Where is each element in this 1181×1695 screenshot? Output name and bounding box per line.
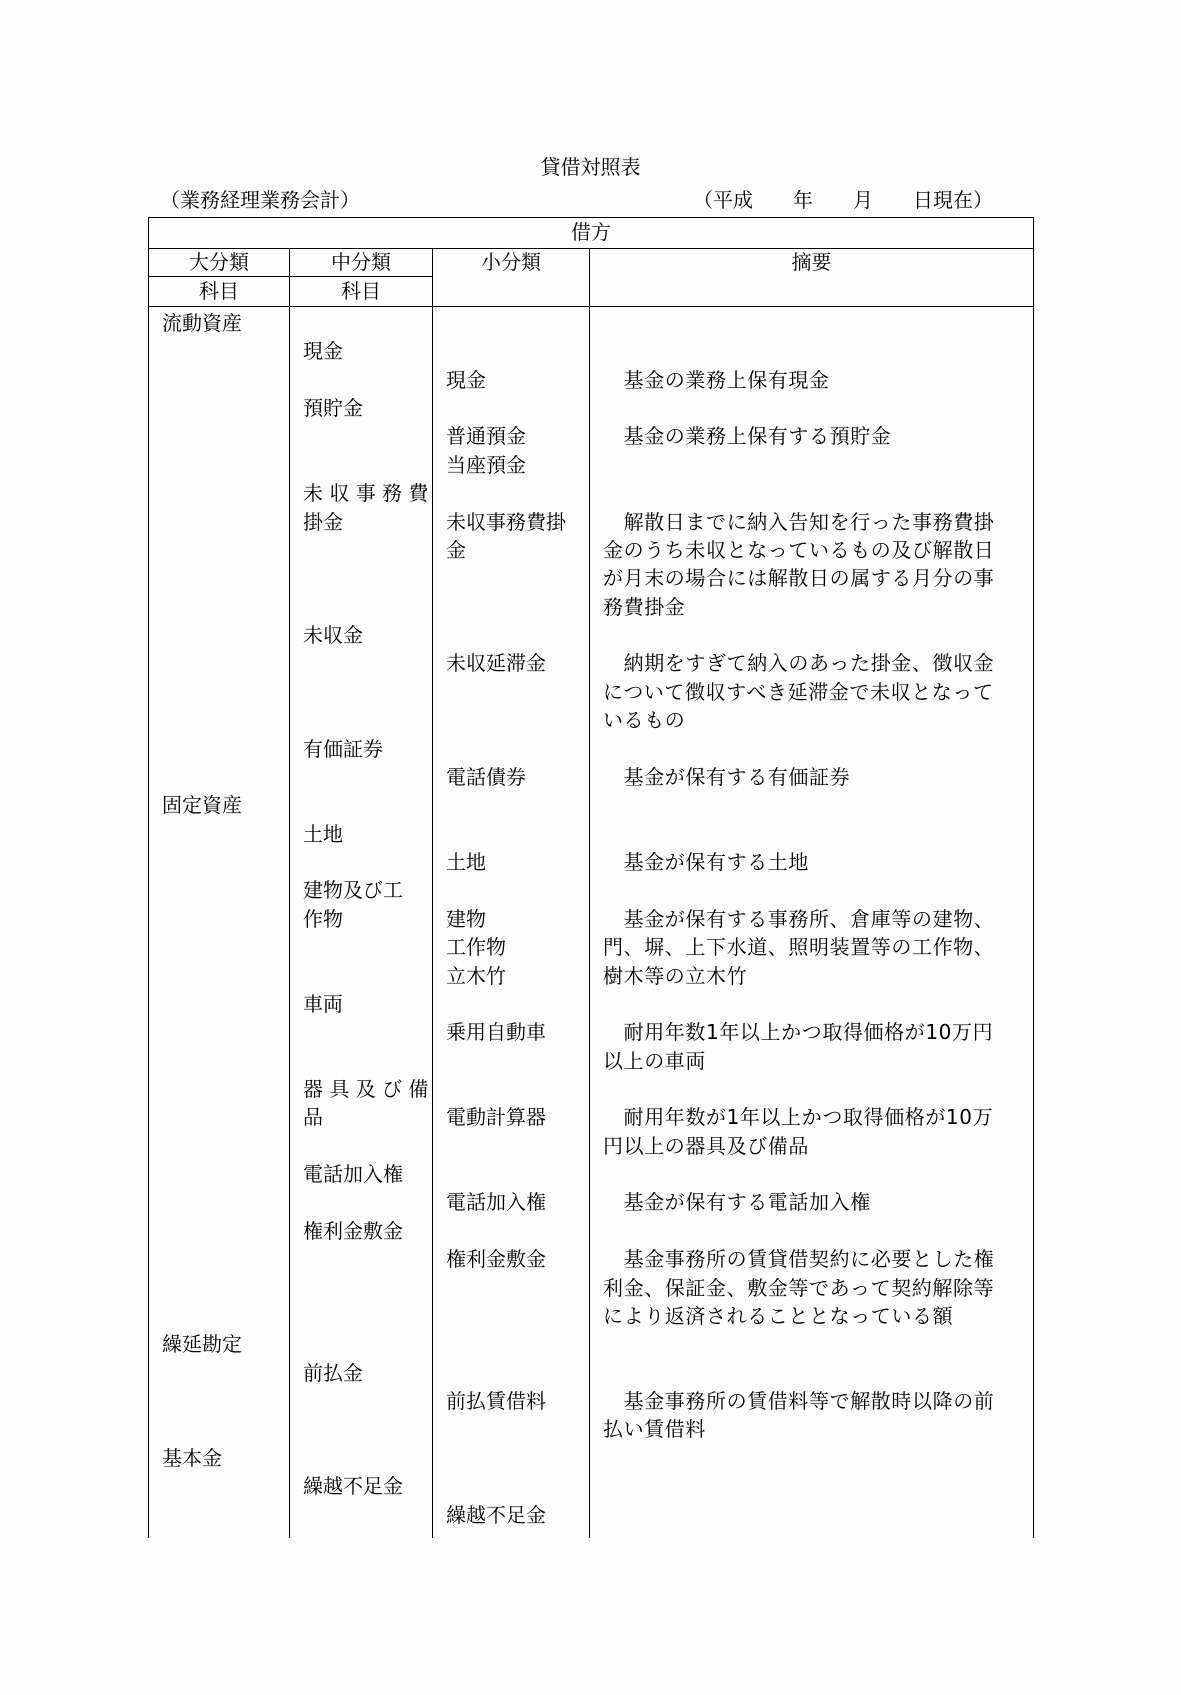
minor-item: 現金 (446, 367, 486, 392)
col-middle-header: 中分類 (331, 250, 391, 274)
description: 基金が保有する電話加入権 (603, 1190, 871, 1215)
description: 払い賃借料 (603, 1417, 706, 1442)
description: 納期をすぎて納入のあった掛金、徴収金 (603, 651, 995, 676)
middle-item: 権利金敷金 (303, 1218, 403, 1243)
minor-item: 未収事務費掛 (446, 509, 566, 534)
description: 利金、保証金、敷金等であって契約解除等 (603, 1275, 995, 1300)
description: 基金が保有する事務所、倉庫等の建物、 (603, 906, 995, 931)
description: について徴収すべき延滞金で未収となって (603, 679, 994, 704)
middle-item: 品 (303, 1105, 323, 1130)
minor-item: 繰越不足金 (446, 1502, 546, 1527)
middle-item: 器 具 及 び 備 (303, 1076, 429, 1101)
minor-item: 立木竹 (446, 963, 506, 988)
minor-item: 前払賃借料 (446, 1389, 546, 1414)
minor-item: 普通預金 (446, 424, 526, 449)
major-item: 基本金 (162, 1445, 222, 1470)
description: 以上の車両 (603, 1048, 706, 1073)
debit-header: 借方 (571, 220, 611, 244)
description: 基金の業務上保有する預貯金 (603, 424, 892, 449)
description: 基金事務所の賃貸借契約に必要とした権 (603, 1247, 995, 1272)
minor-item: 電動計算器 (446, 1105, 546, 1130)
minor-item: 未収延滞金 (446, 651, 546, 676)
description: 樹木等の立木竹 (603, 963, 748, 988)
divider (149, 306, 1033, 307)
middle-item: 掛金 (303, 509, 343, 534)
middle-item: 未収金 (303, 623, 363, 648)
description: 解散日までに納入告知を行った事務費掛 (603, 509, 995, 534)
middle-item: 建物及び工 (303, 878, 403, 903)
col-minor-header: 小分類 (481, 250, 541, 274)
minor-item: 電話加入権 (446, 1190, 546, 1215)
minor-item: 電話債券 (446, 764, 526, 789)
minor-item: 権利金敷金 (446, 1247, 546, 1272)
col-description-header: 摘要 (791, 250, 832, 274)
middle-item: 現金 (303, 339, 343, 364)
minor-item: 工作物 (446, 935, 506, 960)
document-title: 貸借対照表 (540, 155, 641, 179)
middle-item: 未 収 事 務 費 (303, 481, 429, 506)
description: 基金が保有する有価証券 (603, 764, 851, 789)
minor-item: 金 (446, 537, 466, 562)
middle-item: 土地 (303, 821, 343, 846)
minor-item: 当座預金 (446, 452, 526, 477)
middle-item: 電話加入権 (303, 1162, 403, 1187)
middle-item: 繰越不足金 (303, 1474, 403, 1499)
middle-item: 前払金 (303, 1360, 363, 1385)
description: いるもの (603, 708, 686, 733)
minor-item: 乗用自動車 (446, 1020, 546, 1045)
col-middle-subheader: 科目 (341, 279, 381, 303)
middle-item: 車両 (303, 991, 343, 1016)
major-item: 固定資産 (162, 793, 242, 818)
description: 耐用年数1年以上かつ取得価格が10万円 (603, 1020, 994, 1045)
description: 門、塀、上下水道、照明装置等の工作物、 (603, 935, 995, 960)
middle-item: 作物 (303, 906, 343, 931)
col-major-subheader: 科目 (199, 279, 239, 303)
department-label: （業務経理業務会計） (160, 188, 360, 212)
divider (289, 248, 290, 1538)
description: 円以上の器具及び備品 (603, 1133, 809, 1158)
description: 基金の業務上保有現金 (603, 367, 830, 392)
balance-sheet-table (148, 217, 1034, 1538)
description: 耐用年数が1年以上かつ取得価格が10万 (603, 1105, 994, 1130)
major-item: 繰延勘定 (162, 1332, 242, 1357)
middle-item: 預貯金 (303, 396, 363, 421)
minor-item: 土地 (446, 850, 486, 875)
description: により返済されることとなっている額 (603, 1303, 954, 1328)
description: 金のうち未収となっているもの及び解散日 (603, 537, 995, 562)
divider (432, 248, 433, 1538)
description: が月末の場合には解散日の属する月分の事 (603, 566, 995, 591)
middle-item: 有価証券 (303, 736, 383, 761)
divider (589, 248, 590, 1538)
col-major-header: 大分類 (189, 250, 249, 274)
date-line: （平成 年 月 日現在） (693, 188, 993, 212)
major-item: 流動資産 (162, 311, 242, 335)
minor-item: 建物 (446, 906, 486, 931)
description: 基金が保有する土地 (603, 850, 809, 875)
description: 基金事務所の賃借料等で解散時以降の前 (603, 1389, 995, 1414)
description: 務費掛金 (603, 594, 686, 619)
